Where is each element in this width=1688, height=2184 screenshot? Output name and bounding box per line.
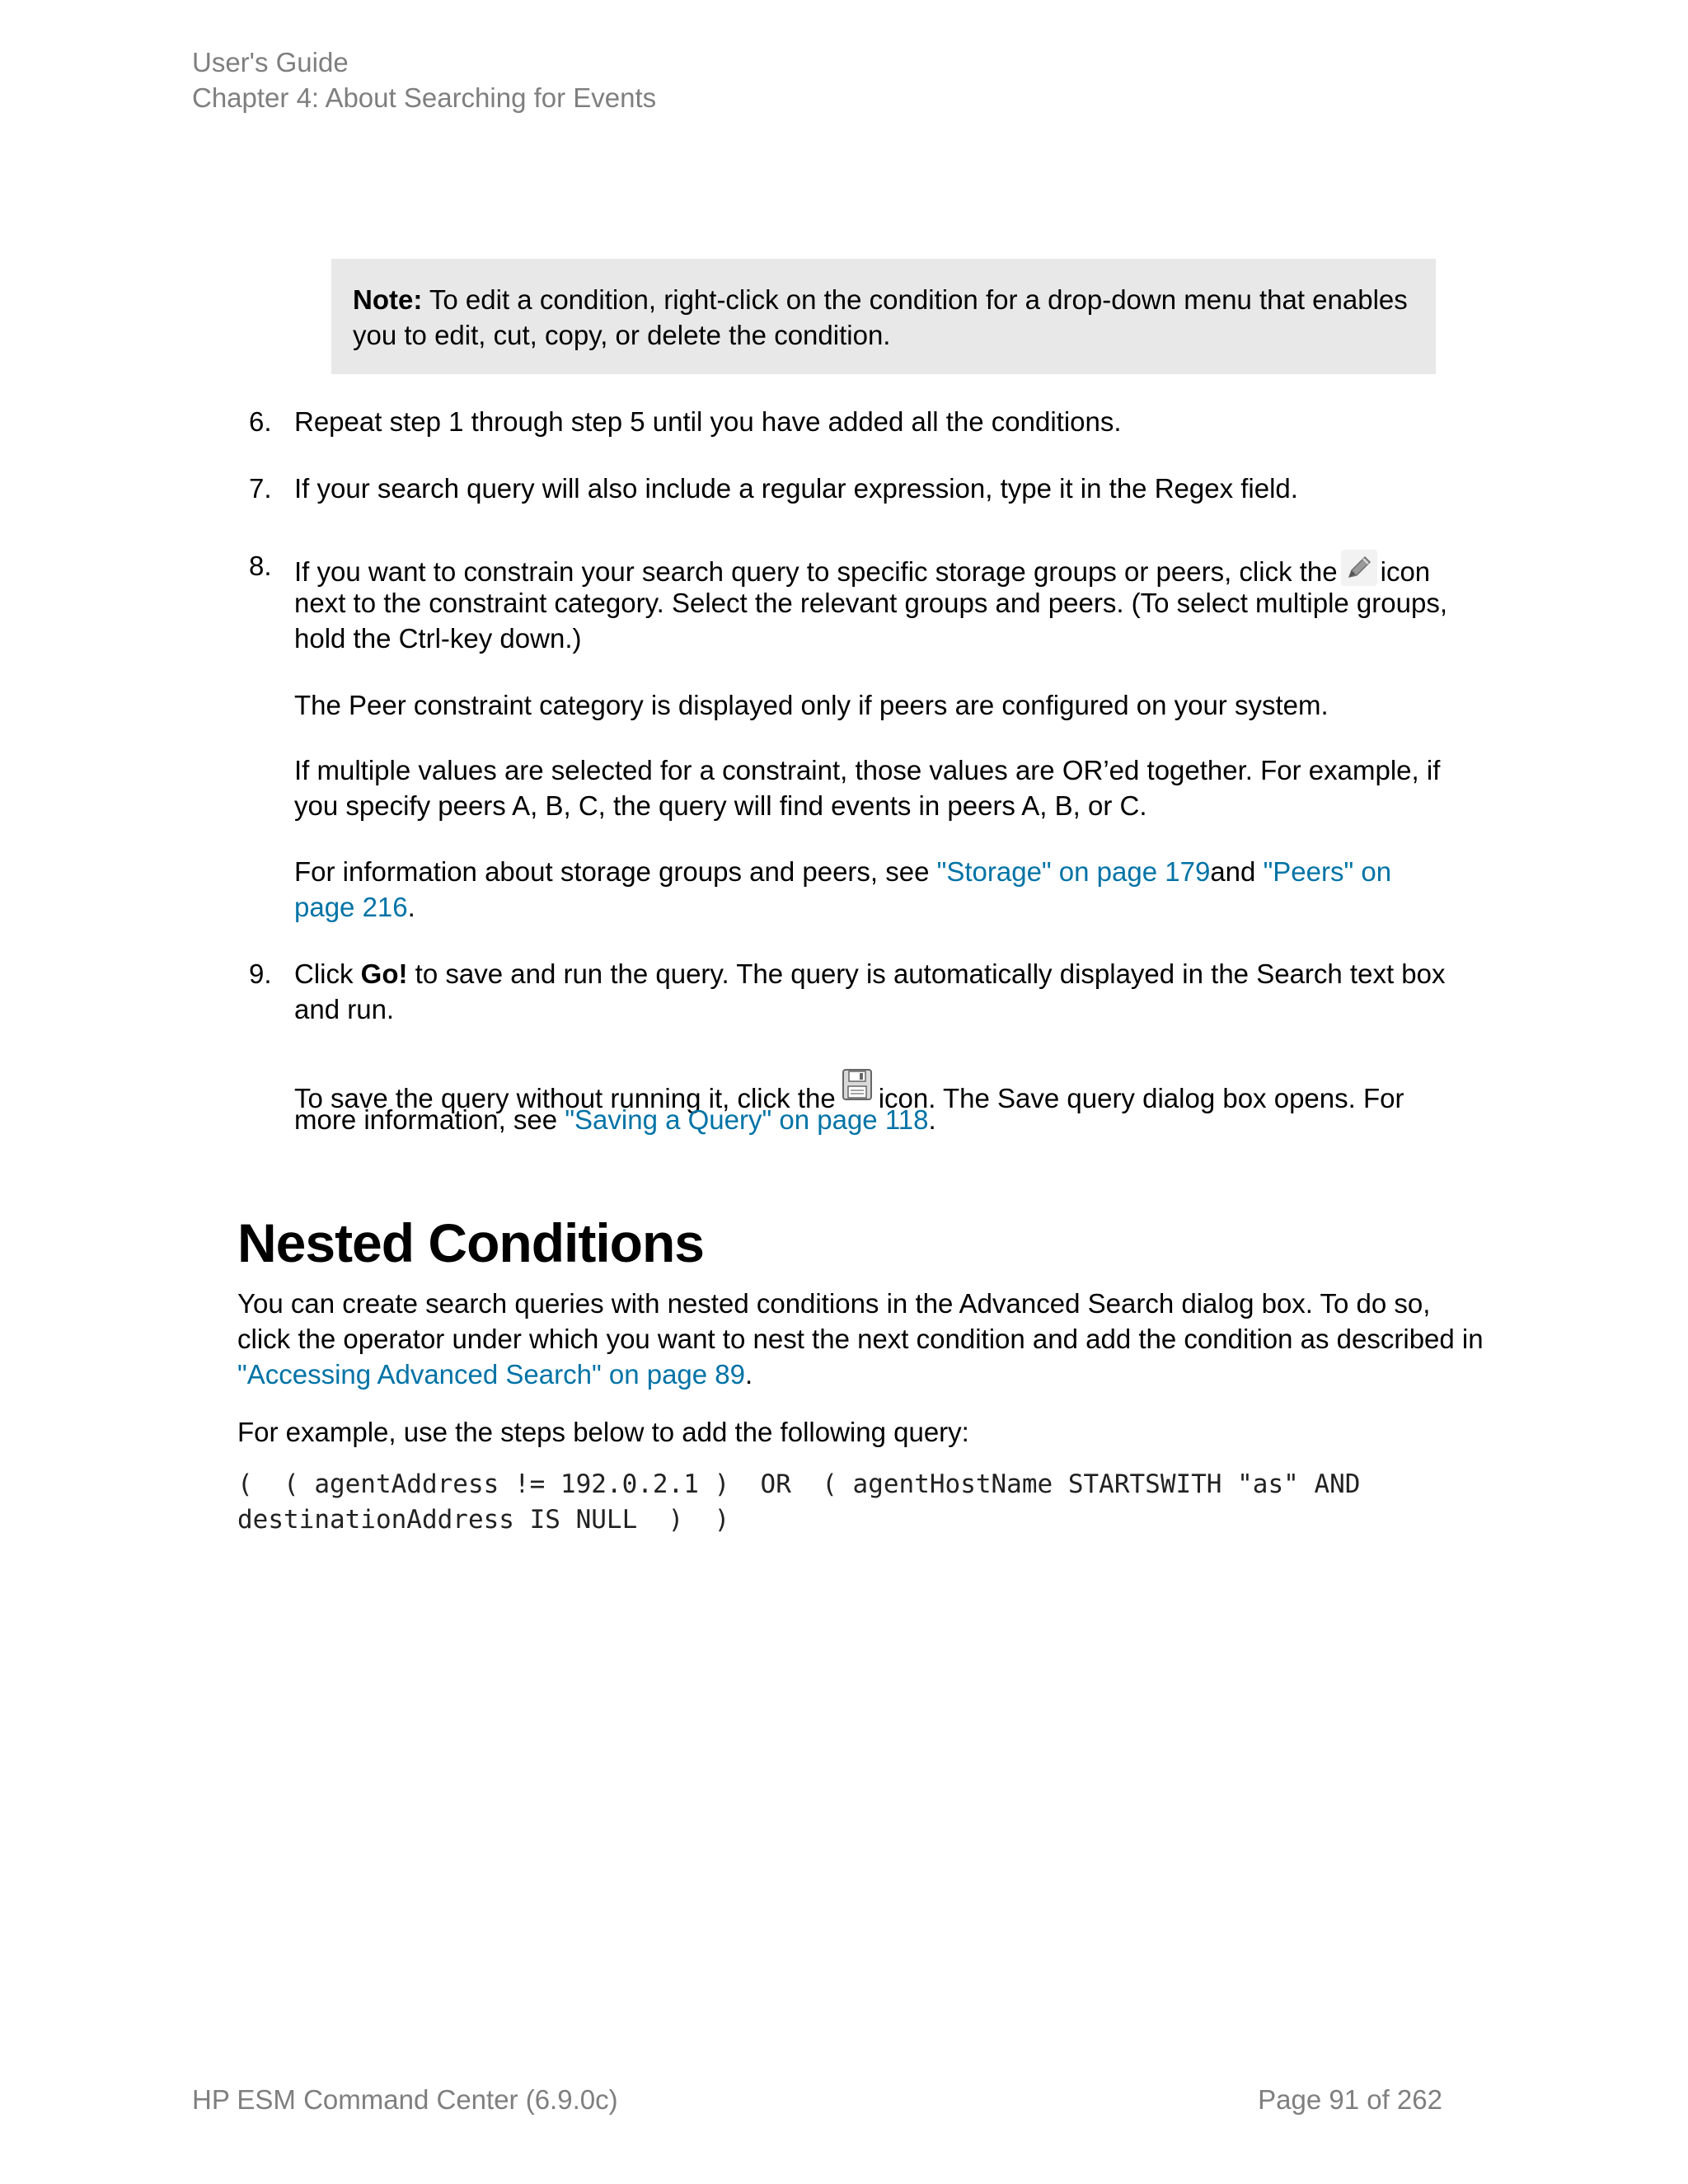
note-label: Note: [353,284,423,315]
header-chapter-title: Chapter 4: About Searching for Events [192,82,657,113]
query-code-block [237,1467,1360,1538]
step-text: Repeat step 1 through step 5 until you have added all the conditions. [294,406,1122,437]
storage-info-text: For information about storage groups and peers, see [294,856,937,887]
storage-info-line1 [294,854,1448,889]
saving-query-link[interactable]: "Saving a Query" on page 118 [565,1104,929,1135]
step-8-line1 [294,550,1448,589]
step-9-line2: and run. [294,994,395,1024]
code-line-1: ( ( agentAddress != 192.0.2.1 ) OR ( agentHostName STARTSWITH "as" AND [237,1469,1361,1499]
note-box [331,259,1436,374]
nested-para-line2: click the operator under which you want to nest the next condition and add the condition as described in [237,1324,1484,1354]
save-query-text-b: icon. The Save query dialog box opens. For [878,1083,1404,1113]
step-8-text-a: If you want to constrain your search query to specific storage groups or peers, click the [294,556,1338,587]
peer-constraint-paragraph: The Peer constraint category is displayed only if peers are configured on your system. [294,690,1329,720]
storage-info-line2 [294,889,1448,925]
save-query-text-a: To save the query without running it, click the [294,1083,836,1113]
note-text-line1: To edit a condition, right-click on the condition for a drop-down menu that enables [422,284,1408,315]
footer-product: HP ESM Command Center (6.9.0c) [192,2084,618,2115]
step-8-line2: next to the constraint category. Select the relevant groups and peers. (To select multiple groups, [294,588,1447,618]
save-query-more-info: more information, see [294,1104,565,1135]
peers-link-part1[interactable]: "Peers" on [1263,856,1392,887]
section-heading: Nested Conditions [237,1212,705,1273]
accessing-advanced-search-link[interactable]: "Accessing Advanced Search" on page 89 [237,1359,746,1390]
save-query-line2 [294,1102,1448,1137]
nested-para-line1: You can create search queries with nested conditions in the Advanced Search dialog box. To do so, [237,1288,1431,1319]
peers-link-part2[interactable]: page 216 [294,892,408,922]
step-8-text-b: icon [1380,556,1431,587]
or-values-line2: you specify peers A, B, C, the query will find events in peers A, B, or C. [294,790,1147,821]
code-line-2: destinationAddress IS NULL ) ) [237,1505,730,1535]
step-number: 6. [249,406,272,437]
or-values-line1: If multiple values are selected for a constraint, those values are OR’ed together. For example, if [294,755,1441,785]
pencil-icon [1341,550,1377,586]
storage-info-and: and [1210,856,1264,887]
step-number: 7. [249,473,272,504]
running-header [192,45,656,115]
step-text: If your search query will also include a regular expression, type it in the Regex field. [294,473,1298,504]
storage-info-period: . [407,892,415,922]
header-guide-title: User's Guide [192,47,349,77]
save-query-period: . [928,1104,936,1135]
note-text-line2: you to edit, cut, copy, or delete the condition. [353,320,891,350]
footer-page-number: Page 91 of 262 [1258,2084,1442,2115]
go-label: Go! [360,958,408,989]
step-number: 8. [249,551,272,581]
step-9-text-b: to save and run the query. The query is automatically displayed in the Search text box [407,958,1446,989]
storage-link[interactable]: "Storage" on page 179 [936,856,1211,887]
step-number: 9. [249,958,272,989]
step-9-text-a: Click [294,958,361,989]
nested-para-period: . [745,1359,753,1390]
save-floppy-icon [839,1066,875,1103]
nested-para-line3 [237,1357,1457,1392]
step-8-line3: hold the Ctrl-key down.) [294,623,582,654]
step-9-line1 [294,956,1448,991]
example-intro: For example, use the steps below to add the following query: [237,1417,969,1447]
